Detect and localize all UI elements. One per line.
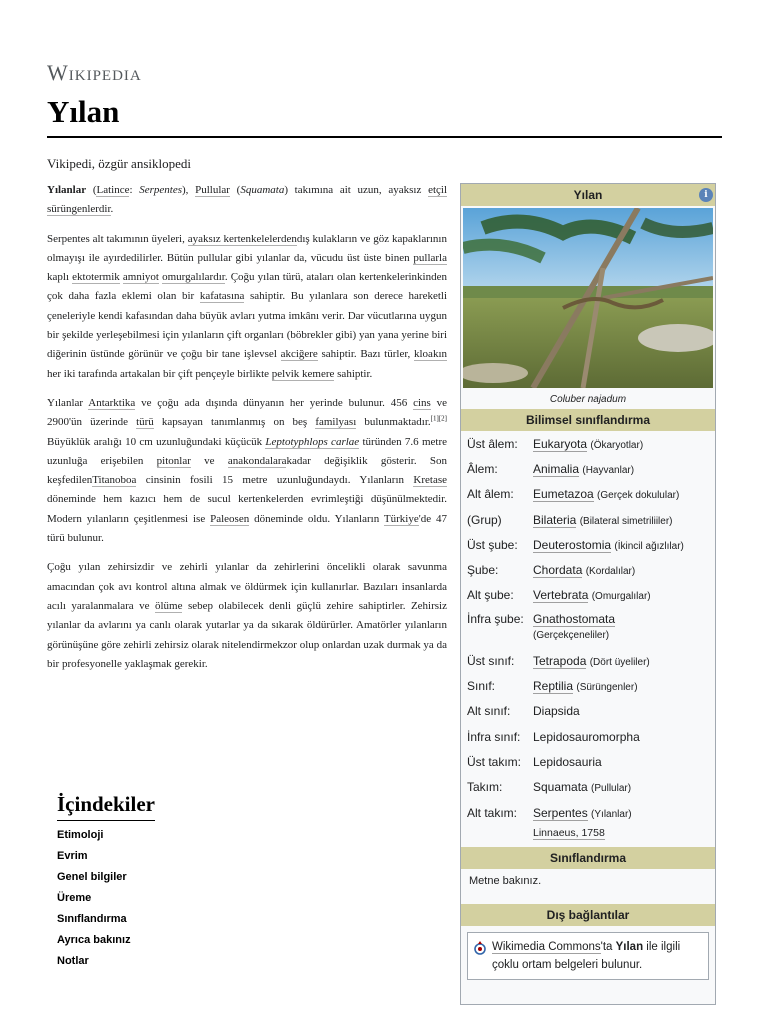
toc-item-siniflandirma[interactable]: Sınıflandırma [57,913,127,925]
text: ve [190,454,228,467]
link-paleosen[interactable]: Paleosen [210,512,250,525]
text: her iki tarafında artakalan bir çift pençeyle birlikte [47,367,272,380]
taxon-rank: Alt şube: [467,588,514,603]
link-kretase[interactable]: Kretase [413,474,447,487]
text-italic: Squamata [240,184,285,196]
text: ) takımına ait uzun, ayaksız [284,184,429,196]
text: . Çoğu yılan türü, ataları olan kertenkelerinkinden çok daha fazla eklemi olan bir [47,271,447,303]
taxon-link[interactable]: Eumetazoa [533,487,594,502]
taxon-common-name: (Kordalılar) [585,566,636,578]
text: cinsinin fosili 15 metre uzunluğundaydı. Yılanların [136,474,414,487]
term-bold: Yılanlar [47,184,87,196]
toc-item-genel-bilgiler[interactable]: Genel bilgiler [57,871,127,883]
text: kapsayan tanımlanmış on beş [153,416,316,429]
taxon-rank: Üst âlem: [467,436,518,451]
taxon-link[interactable]: Serpentes [533,805,588,820]
taxon-rank: (Grup) [467,512,502,527]
link-leptotyphlops-carlae[interactable]: Leptotyphlops carlae [265,435,360,448]
toc-item-evrim[interactable]: Evrim [57,850,88,862]
link-antarktika[interactable]: Antarktika [88,396,136,409]
text: dış kulakların ve göz kapaklarının olmayışı ile ayırdedilirler. Bütün pullular gibi yılanlar da, vücudu üst üste binen [47,232,447,264]
commons-link[interactable]: Wikimedia Commons [492,941,601,954]
link-ektotermik[interactable]: ektotermik [72,271,120,284]
taxon-common-name: (Pullular) [591,783,632,795]
taxon-row [461,583,715,608]
authority-link[interactable]: Linnaeus, 1758 [533,827,605,840]
taxon-rank: İnfra sınıf: [467,729,521,744]
link-pullular[interactable]: Pullular [195,184,230,196]
taxon-rank: Alt âlem: [467,487,514,502]
taxobox [460,183,716,1005]
taxon-row [461,724,715,749]
taxon-row [461,800,715,825]
text-bold: Yılan [615,941,644,954]
text: . [110,203,114,216]
taxon-row [461,608,715,648]
link-titanoboa[interactable]: Titanoboa [92,474,137,487]
table-of-contents [57,792,257,972]
text: kaplı [47,271,73,284]
taxon-row [461,482,715,507]
paragraph-venom [47,558,447,674]
link-amniyot[interactable]: amniyot [122,271,159,284]
taxon-rank: Alt sınıf: [467,704,511,719]
taxon-name: Lepidosauromorpha [533,729,640,744]
commons-text [492,938,704,974]
citation-ref[interactable]: [1][2] [430,414,447,423]
link-olum[interactable]: ölüme [154,599,183,612]
taxon-link[interactable]: Vertebrata [533,588,589,603]
taxon-row [461,749,715,774]
taxon-row [461,648,715,673]
text: kadar değişiklik gösterir. Son keşfedilen [47,454,447,487]
link-etcil-surungenler[interactable]: etçil sürüngenlerdir [47,184,447,216]
text: ), [182,184,196,196]
section-classification: Sınıflandırma [461,847,715,869]
taxon-link[interactable]: Animalia [533,461,580,476]
taxon-link[interactable]: Deuterostomia [533,537,612,552]
taxon-link[interactable]: Eukaryota [533,436,588,451]
taxon-rank: Âlem: [467,461,498,476]
taxon-rank: Üst takım: [467,754,522,769]
text: döneminde oldu. Yılanların [249,512,384,525]
infobox-title-text: Yılan [573,188,603,202]
taxon-link[interactable]: Tetrapoda [533,653,587,668]
taxon-rank: Üst şube: [467,537,518,552]
link-tur[interactable]: türü [136,416,154,429]
toc-item-etimoloji[interactable]: Etimoloji [57,829,104,841]
text: ve çoğu ada dışında dünyanın her yerinde bulunur. 456 [135,396,414,409]
text: sahiptir. Bazı türler, [317,348,414,361]
text: bulunmaktadır. [356,416,431,429]
text: ( [86,184,97,196]
taxon-row [461,673,715,698]
link-kafatasi[interactable]: kafatasına [199,290,245,303]
taxon-row [461,532,715,557]
commons-box [467,932,709,980]
taxon-row [461,431,715,456]
article-body [47,181,447,684]
taxon-common-name: (Bilateral simetriliiler) [579,515,673,527]
taxon-rank: Sınıf: [467,679,496,694]
taxon-common-name: (Hayvanlar) [582,464,635,476]
link-pitonlar[interactable]: pitonlar [156,454,191,467]
text: döneminde hem kazıcı hem de sucul kertenkelerden evrimleştiği düşünülmektedir. Modern yılanların çeşitlenmesi ise [47,493,447,525]
text: Yılanlar [47,396,89,409]
link-familya[interactable]: familyası [315,416,357,429]
wikimedia-commons-icon [472,940,488,956]
paragraph-distribution [47,394,447,548]
toc-item-notlar[interactable]: Notlar [57,955,89,967]
section-scientific-classification: Bilimsel sınıflandırma [461,409,715,431]
link-kloak[interactable]: kloakın [414,348,447,361]
text: Çoğu yılan zehirsizdir ve zehirli yılanlar da zehirlerini öncelikli olarak savunma amacından çok avı kontrol altına almak ve öldürmek için kullanırlar. Bazıları insanlarda acılı yaralanmalara ve [47,561,447,612]
toc-item-ureme[interactable]: Üreme [57,892,92,904]
taxon-authority [461,825,715,847]
text: 'ta [600,941,616,954]
taxon-link[interactable]: Gnathostomata [533,612,616,627]
link-pullar[interactable]: pullarla [413,251,447,264]
link-cins[interactable]: cins [413,396,431,409]
title-divider [47,136,722,138]
taxon-common-name: (Sürüngenler) [576,682,638,694]
toc-item-ayrica-bakiniz[interactable]: Ayrıca bakınız [57,934,131,946]
infobox-title [461,184,715,206]
text: : [129,184,140,196]
info-icon[interactable]: i [699,188,713,202]
link-anakondalar[interactable]: anakondalara [227,454,287,467]
link-turkiye[interactable]: Türkiye [383,512,419,525]
text: 'de 47 türü bulunur. [47,512,447,545]
snake-photo[interactable] [463,208,713,388]
taxon-row [461,507,715,532]
taxon-rank: İnfra şube: [467,612,524,627]
taxon-common-name: (Omurgalılar) [591,591,651,603]
paragraph-anatomy [47,230,447,384]
taxon-link[interactable]: Bilateria [533,512,577,527]
taxon-name: Squamata [533,780,588,795]
taxon-common-name: (Dört üyeliler) [589,656,650,668]
taxon-rank: Üst sınıf: [467,653,515,668]
wikipedia-wordmark[interactable]: Wikipedia [47,60,142,85]
text: Büyüklük aralığı 10 cm uzunluğundaki küçücük [47,435,266,448]
link-pelvik-kemer[interactable]: pelvik kemere [271,367,335,380]
taxon-row [461,699,715,724]
taxon-link[interactable]: Reptilia [533,679,574,694]
taxon-common-name: (Ökaryotlar) [590,439,644,451]
taxon-common-name: (Gerçek dokulular) [597,490,680,502]
link-omurgalilar[interactable]: omurgalılardır [162,271,225,284]
text: ( [229,184,241,196]
text: ile ilgili çoklu ortam belgeleri bulunur. [492,941,681,972]
taxon-name: Diapsida [533,704,580,719]
taxon-rank: Takım: [467,780,503,795]
taxon-common-name: (Yılanlar) [591,808,632,820]
link-latince[interactable]: Latince [96,184,130,196]
taxon-common-name: (İkincil ağızlılar) [614,540,684,552]
text: ve 2900'ün üzerinde [47,396,447,429]
image-caption: Coluber najadum [549,394,627,405]
taxon-common-name: (Gerçekçeneliler) [533,630,610,642]
taxon-name: Lepidosauria [533,754,602,769]
classification-note: Metne bakınız. [469,875,542,888]
text-italic: Serpentes [139,184,182,196]
link-akciger[interactable]: akciğere [280,348,318,361]
paragraph-intro [47,181,447,220]
taxon-row [461,775,715,800]
link-ayaksiz-kertenkeleler[interactable]: ayaksız kertenkelelerden [187,232,297,245]
section-external-links: Dış bağlantılar [461,904,715,926]
text: türünden 7.6 metre uzunluğa erişebilen [47,435,447,467]
taxon-row [461,456,715,481]
site-subtitle: Vikipedi, özgür ansiklopedi [47,156,191,171]
page-title: Yılan [47,94,120,129]
taxon-link[interactable]: Chordata [533,563,583,578]
text: Serpentes alt takımının üyeleri, [47,232,188,245]
toc-title: İçindekiler [57,792,155,821]
taxon-row [461,557,715,582]
text: sahiptir. Bu yılanlara son derece hareketli çeneleriyle kendi kafasından daha büyük avları yutma imkânı verir. Dar vücutlarına uygun bir şekilde yerleşebilmesi için yılanların çift organları (böbrekler gibi) yan yana yerine biri diğerinin üstünde görünür ve çoğu bir tane işlevsel [47,290,448,361]
text: sahiptir. [334,367,373,380]
taxon-rank: Şube: [467,563,499,578]
taxon-rank: Alt takım: [467,805,518,820]
text: sebep olabilecek denli güçlü zehire sahiptirler. Zehirsiz yılanlar da avlarını ya canlı olarak yutarlar ya da sıkarak öldürürler. Amatörler yılanların görünüşüne göre zehirli zehirsiz olarak nitelendirmekzor olup onlardan uzak durmak ya da bir profesyonelle yaklaşmak gerekir. [47,599,447,670]
